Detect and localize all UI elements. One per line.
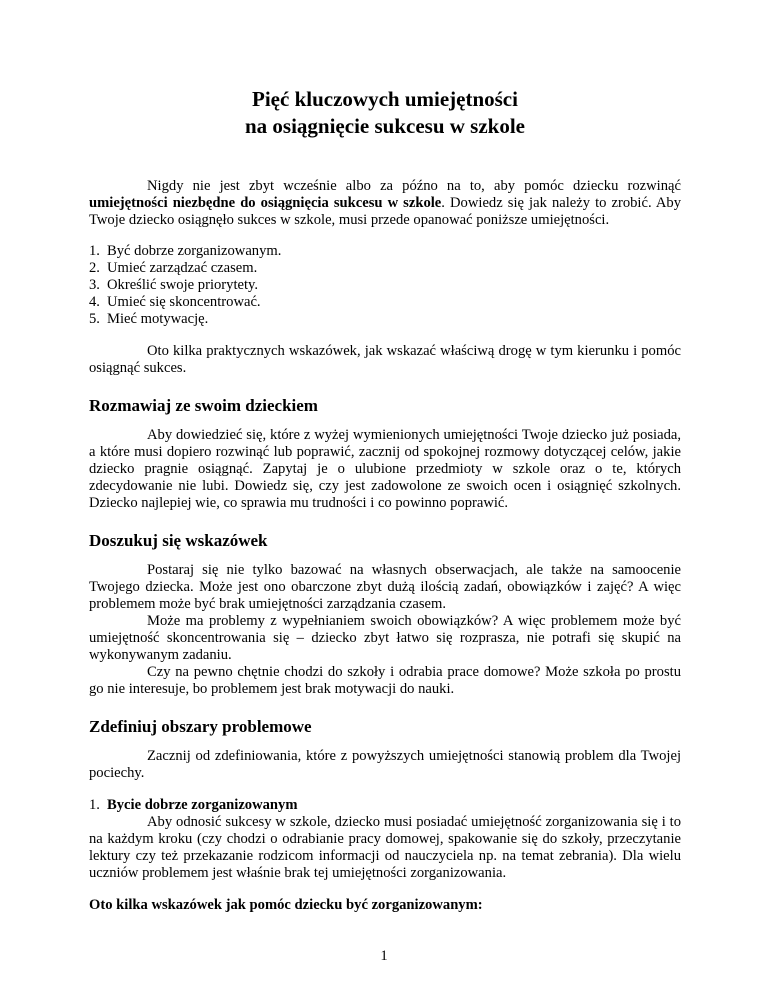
intro-text-2: . Dowiedz się jak należy to zrobić. Aby Twoje dziecko osiągnęło sukces w szkole, musi przede opanować poniższe umiejętności. bbox=[89, 195, 682, 228]
intro-text-1: Nigdy nie jest zbyt wcześnie albo za późno na to, aby pomóc dziecku rozwinąć bbox=[147, 178, 681, 194]
intro-paragraph bbox=[89, 178, 681, 229]
page-number: 1 bbox=[380, 948, 388, 964]
tips-heading: Oto kilka wskazówek jak pomóc dziecku być zorganizowanym: bbox=[89, 897, 483, 913]
list-text: Umieć się skoncentrować. bbox=[107, 294, 261, 310]
list-number: 3. bbox=[89, 277, 100, 293]
section-talk-paragraph: Aby dowiedzieć się, które z wyżej wymienionych umiejętności Twoje dziecko już posiada, a które musi dopiero rozwinąć lub poprawić, zacznij od spokojnej rozmowy dotyczącej celów, jakie dziecko pragnie osiągnąć. Zapytaj je o ulubione przedmioty w szkole oraz o te, których zdecydowanie nie lubi. Dowiedz się, czy jest zadowolone ze swoich ocen i osiągnięć szkolnych. Dziecko najlepiej wie, co sprawia mu trudności i co powinno poprawić. bbox=[89, 427, 681, 511]
list-number: 5. bbox=[89, 311, 100, 327]
section-hints-paragraph-1: Postaraj się nie tylko bazować na własnych obserwacjach, ale także na samoocenie Twojego dziecka. Może jest ono obarczone zbyt dużą ilością zadań, obowiązków i zajęć? A więc problemem może być brak umiejętności zarządzania czasem. bbox=[89, 562, 681, 612]
item-heading-organized bbox=[89, 797, 681, 814]
section-hints-paragraph-2: Może ma problemy z wypełnianiem swoich obowiązków? A więc problemem może być umiejętność skoncentrowania się – dziecko zbyt łatwo się rozprasza, nie potrafi się skupić na wykonywanym zadaniu. bbox=[89, 613, 681, 663]
list-text: Określić swoje priorytety. bbox=[107, 277, 259, 293]
item-title: Bycie dobrze zorganizowanym bbox=[107, 797, 298, 813]
list-text: Mieć motywację. bbox=[107, 311, 209, 327]
list-text: Być dobrze zorganizowanym. bbox=[107, 243, 282, 259]
item-organized-paragraph: Aby odnosić sukcesy w szkole, dziecko musi posiadać umiejętność zorganizowania się i to na każdym kroku (czy chodzi o odrabianie pracy domowej, spakowanie się do szkoły, przeczytanie lektury czy też przekazanie rodzicom informacji od nauczyciela np. na temat zebrania). Dla wielu uczniów problemem jest właśnie brak tej umiejętności zorganizowania. bbox=[89, 814, 681, 881]
list-item bbox=[89, 260, 681, 277]
section-problems-paragraph: Zacznij od zdefiniowania, które z powyższych umiejętności stanowią problem dla Twojej pociechy. bbox=[89, 748, 681, 781]
after-list-paragraph: Oto kilka praktycznych wskazówek, jak wskazać właściwą drogę w tym kierunku i pomóc osiągnąć sukces. bbox=[89, 343, 681, 376]
intro-bold-text: umiejętności niezbędne do osiągnięcia sukcesu w szkole bbox=[89, 195, 442, 211]
list-item bbox=[89, 311, 681, 328]
list-number: 1. bbox=[89, 243, 100, 259]
item-number: 1. bbox=[89, 797, 100, 813]
title-line-2: na osiągnięcie sukcesu w szkole bbox=[244, 114, 525, 138]
list-item bbox=[89, 277, 681, 294]
document-page bbox=[89, 86, 681, 914]
title-line-1: Pięć kluczowych umiejętności bbox=[252, 87, 518, 111]
list-number: 4. bbox=[89, 294, 100, 310]
list-item bbox=[89, 294, 681, 311]
list-text: Umieć zarządzać czasem. bbox=[107, 260, 258, 276]
list-number: 2. bbox=[89, 260, 100, 276]
section-hints-paragraph-3: Czy na pewno chętnie chodzi do szkoły i odrabia prace domowe? Może szkoła po prostu go nie interesuje, bo problemem jest brak motywacji do nauki. bbox=[89, 664, 681, 697]
list-item bbox=[89, 243, 681, 260]
section-heading-problems: Zdefiniuj obszary problemowe bbox=[89, 717, 312, 736]
skills-list bbox=[89, 243, 681, 328]
section-heading-talk: Rozmawiaj ze swoim dzieckiem bbox=[89, 396, 318, 415]
section-heading-hints: Doszukuj się wskazówek bbox=[89, 531, 268, 550]
document-title bbox=[89, 86, 681, 140]
